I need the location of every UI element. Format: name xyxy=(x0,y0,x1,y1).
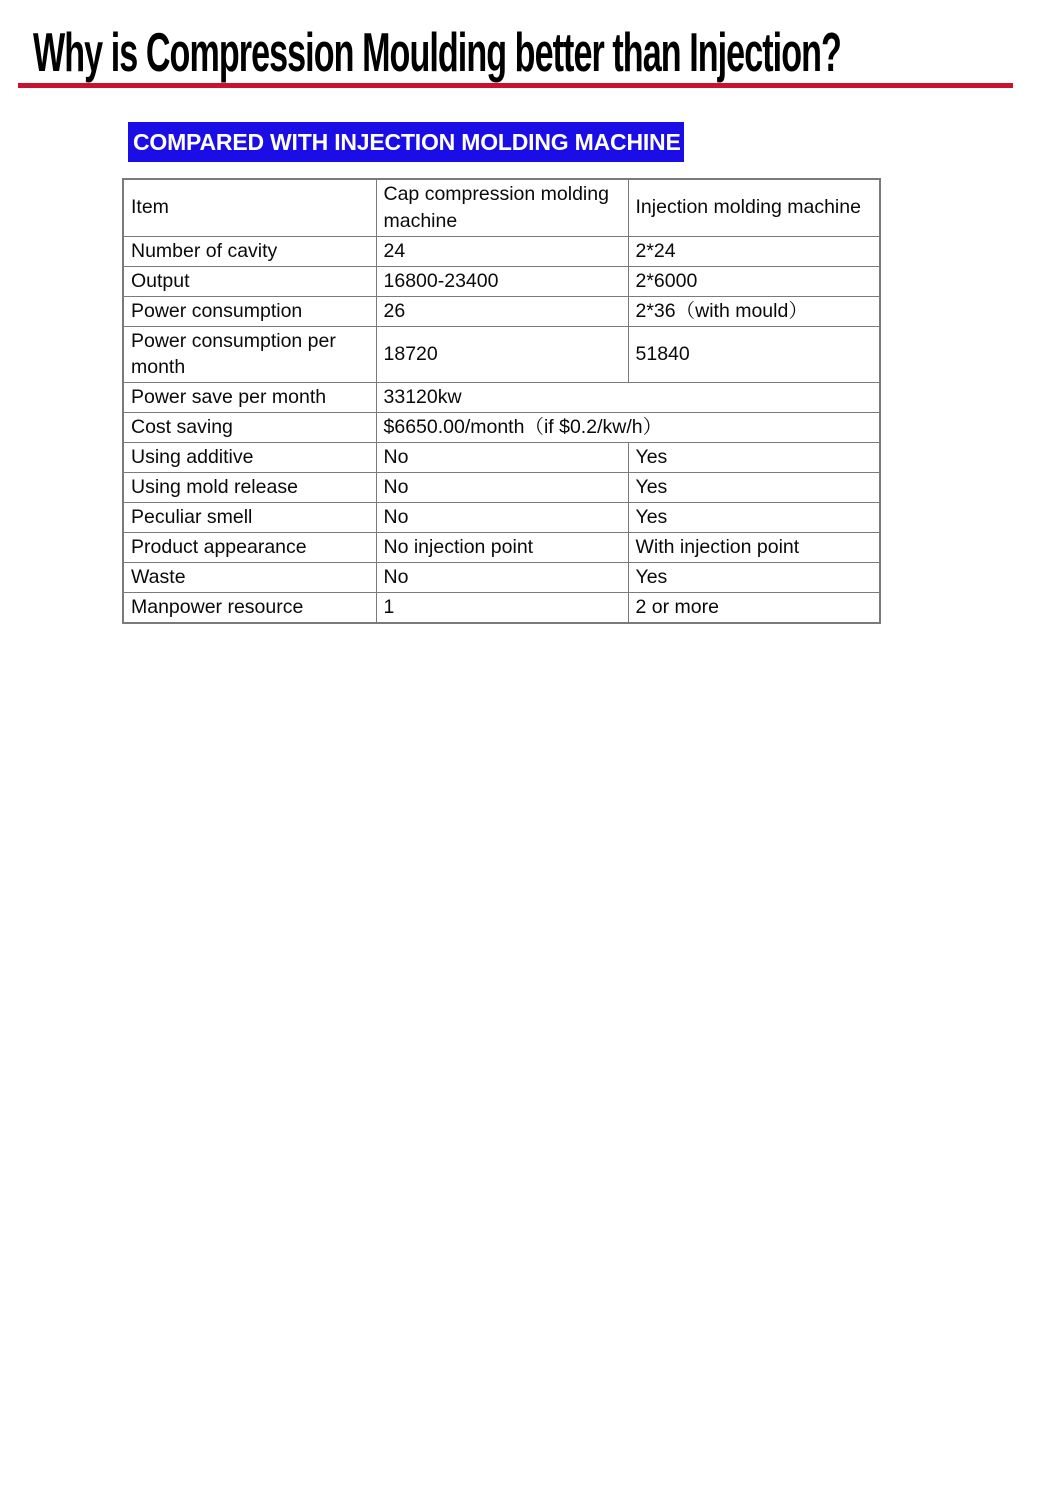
cell-injection-value: Yes xyxy=(628,443,880,473)
cell-item-label: Peculiar smell xyxy=(123,502,376,532)
table-row xyxy=(123,326,880,383)
cell-merged-value: $6650.00/month（if $0.2/kw/h） xyxy=(376,413,880,443)
cell-item-label: Power consumption per month xyxy=(123,326,376,383)
table-row xyxy=(123,562,880,592)
section-banner-label: COMPARED WITH INJECTION MOLDING MACHINE xyxy=(133,128,681,155)
col-header-item: Item xyxy=(123,179,376,236)
cell-item-label: Using additive xyxy=(123,443,376,473)
cell-item-label: Power save per month xyxy=(123,383,376,413)
table-row-merged xyxy=(123,383,880,413)
cell-cap-value: No xyxy=(376,562,628,592)
page-title: Why is Compression Moulding better than Injection? xyxy=(33,21,841,83)
cell-item-label: Number of cavity xyxy=(123,236,376,266)
cell-cap-value: 24 xyxy=(376,236,628,266)
comparison-table xyxy=(122,178,881,624)
cell-cap-value: No injection point xyxy=(376,532,628,562)
cell-cap-value: 16800-23400 xyxy=(376,266,628,296)
cell-injection-value: With injection point xyxy=(628,532,880,562)
cell-merged-value: 33120kw xyxy=(376,383,880,413)
cell-injection-value: Yes xyxy=(628,473,880,503)
cell-item-label: Power consumption xyxy=(123,296,376,326)
cell-item-label: Waste xyxy=(123,562,376,592)
cell-item-label: Using mold release xyxy=(123,473,376,503)
col-header-cap-compression: Cap compression molding machine xyxy=(376,179,628,236)
table-row xyxy=(123,443,880,473)
cell-injection-value: 51840 xyxy=(628,326,880,383)
cell-cap-value: 26 xyxy=(376,296,628,326)
table-header-row xyxy=(123,179,880,236)
table-row xyxy=(123,266,880,296)
table-row xyxy=(123,592,880,622)
cell-injection-value: 2*6000 xyxy=(628,266,880,296)
cell-cap-value: No xyxy=(376,443,628,473)
title-underline-rule xyxy=(18,83,1013,88)
cell-item-label: Product appearance xyxy=(123,532,376,562)
table-row xyxy=(123,532,880,562)
table-row xyxy=(123,236,880,266)
table-row xyxy=(123,296,880,326)
table-row xyxy=(123,502,880,532)
cell-injection-value: Yes xyxy=(628,562,880,592)
cell-injection-value: 2*24 xyxy=(628,236,880,266)
cell-injection-value: 2*36（with mould） xyxy=(628,296,880,326)
section-banner xyxy=(128,122,684,162)
cell-injection-value: Yes xyxy=(628,502,880,532)
cell-item-label: Manpower resource xyxy=(123,592,376,622)
cell-cap-value: No xyxy=(376,502,628,532)
col-header-injection: Injection molding machine xyxy=(628,179,880,236)
cell-item-label: Output xyxy=(123,266,376,296)
cell-item-label: Cost saving xyxy=(123,413,376,443)
cell-cap-value: 18720 xyxy=(376,326,628,383)
table-row-merged xyxy=(123,413,880,443)
cell-injection-value: 2 or more xyxy=(628,592,880,622)
cell-cap-value: 1 xyxy=(376,592,628,622)
cell-cap-value: No xyxy=(376,473,628,503)
table-row xyxy=(123,473,880,503)
